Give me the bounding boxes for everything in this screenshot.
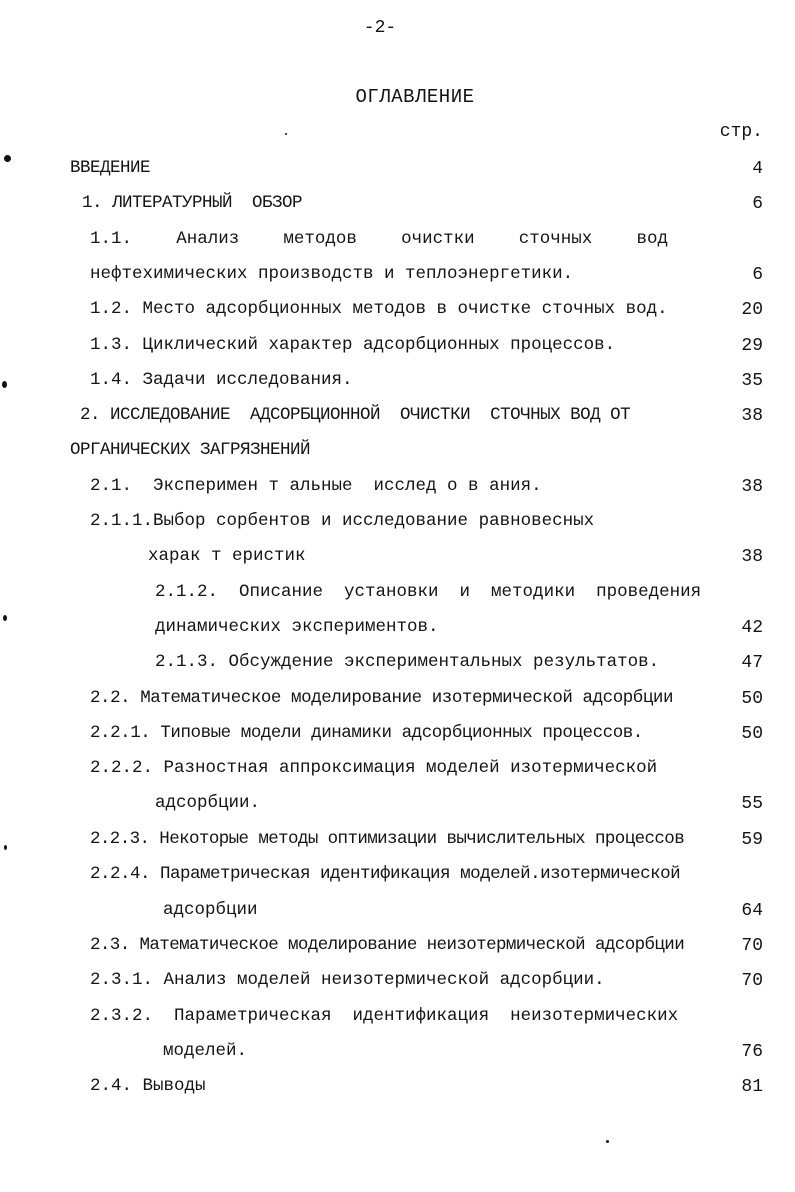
toc-entry-2-3-2 <box>90 1005 678 1027</box>
toc-entry-text: 1. ЛИТЕРАТУРНЫЙ ОБЗОР <box>82 193 303 213</box>
toc-entry-introduction <box>70 157 150 179</box>
toc-entry-text: 2.1.1.Выбор сорбентов и исследование равновесных <box>90 511 595 531</box>
scan-speck <box>3 615 7 621</box>
toc-entry-text: 2. ИССЛЕДОВАНИЕ АДСОРБЦИОННОЙ ОЧИСТКИ СТОЧНЫХ ВОД ОТ <box>80 405 631 425</box>
toc-entry-text: харак т еристик <box>148 546 306 566</box>
toc-entry-text: 2.2. Математическое моделирование изотермической адсорбции <box>90 688 673 708</box>
toc-page-number: 38 <box>741 547 763 567</box>
scan-speck <box>285 133 287 135</box>
toc-entry-text: 1.3. Циклический характер адсорбционных процессов. <box>90 335 616 355</box>
toc-page-number: 20 <box>741 300 763 320</box>
toc-entry-2-1-3 <box>155 651 659 673</box>
toc-entry-text: 2.2.1. Типовые модели динамики адсорбционных процессов. <box>90 723 643 743</box>
scan-speck <box>4 155 11 162</box>
toc-entry-2-1-2 <box>155 581 701 603</box>
toc-page-number: 64 <box>741 901 763 921</box>
toc-page-number: 47 <box>741 653 763 673</box>
toc-entry-chapter-2 <box>80 404 630 426</box>
toc-entry-text: 2.2.2. Разностная аппроксимация моделей изотермической <box>90 758 658 778</box>
toc-entry-chapter-1 <box>82 192 302 214</box>
toc-entry-text: адсорбции <box>163 900 258 920</box>
toc-entry-2-1-1-continued <box>148 545 306 567</box>
scan-speck <box>4 845 7 850</box>
page-number: -2- <box>363 18 397 38</box>
toc-entry-1-3 <box>90 334 615 356</box>
toc-entry-text: ВВЕДЕНИЕ <box>70 158 151 178</box>
toc-page-number: 4 <box>752 159 763 179</box>
toc-page-number: 50 <box>741 689 763 709</box>
toc-entry-text: 2.3.1. Анализ моделей неизотермической адсорбции. <box>90 970 605 990</box>
toc-page-number: 6 <box>752 194 763 214</box>
toc-entry-2-1 <box>90 475 542 497</box>
toc-page-number: 76 <box>741 1042 763 1062</box>
toc-word: методов <box>283 229 357 249</box>
toc-entry-2-1-1 <box>90 510 594 532</box>
toc-page-number: 6 <box>752 265 763 285</box>
toc-word: Анализ <box>176 229 240 249</box>
toc-page-number: 70 <box>741 936 763 956</box>
toc-entry-text: нефтехимических производств и теплоэнергетики. <box>90 264 574 284</box>
toc-entry-2-2-2-continued <box>155 792 260 814</box>
toc-entry-text: 2.3.2. Параметрическая идентификация неизотермических <box>90 1006 679 1026</box>
toc-entry-text: 2.1.3. Обсуждение экспериментальных результатов. <box>155 652 660 672</box>
toc-entry-text: ОРГАНИЧЕСКИХ ЗАГРЯЗНЕНИЙ <box>70 440 311 460</box>
page-title: ОГЛАВЛЕНИЕ <box>355 86 475 108</box>
toc-page-number: 70 <box>741 971 763 991</box>
toc-entry-1-2 <box>90 298 668 320</box>
toc-entry-2-2 <box>90 687 673 709</box>
toc-entry-2-2-4 <box>90 863 680 885</box>
toc-entry-2-3-2-continued <box>163 1040 247 1062</box>
toc-entry-2-4 <box>90 1075 206 1097</box>
toc-entry-text: адсорбции. <box>155 793 261 813</box>
pages-column-label: стр. <box>719 122 763 142</box>
toc-page-number: 38 <box>741 477 763 497</box>
toc-entry-text: динамических экспериментов. <box>155 617 439 637</box>
toc-page-number: 55 <box>741 794 763 814</box>
scan-speck <box>606 1140 609 1143</box>
toc-entry-text: 2.3. Математическое моделирование неизотермической адсорбции <box>90 935 685 955</box>
toc-word: очистки <box>401 229 475 249</box>
toc-entry-1-1-continued <box>90 263 573 285</box>
toc-word: вод <box>636 229 668 249</box>
toc-page-number: 50 <box>741 724 763 744</box>
toc-word: сточных <box>518 229 593 249</box>
toc-entry-2-2-4-continued <box>163 899 258 921</box>
toc-entry-text: 1.2. Место адсорбционных методов в очистке сточных вод. <box>90 299 668 319</box>
toc-entry-2-3-1 <box>90 969 605 991</box>
toc-entry-2-2-2 <box>90 757 657 779</box>
toc-entry-2-1-2-continued <box>155 616 439 638</box>
toc-entry-2-3 <box>90 934 684 956</box>
toc-page-number: 38 <box>741 406 763 426</box>
toc-entry-text: 2.2.3. Некоторые методы оптимизации вычислительных процессов <box>90 829 685 849</box>
scan-speck <box>2 381 7 388</box>
toc-word: 1.1. <box>90 229 133 249</box>
toc-entry-2-2-1 <box>90 722 643 744</box>
toc-page-number: 59 <box>741 830 763 850</box>
toc-entry-chapter-2-continued <box>70 439 310 461</box>
toc-page-number: 29 <box>741 336 763 356</box>
toc-entry-text: 2.1. Эксперимен т альные исслед о в ания. <box>90 476 542 496</box>
toc-entry-text: моделей. <box>163 1041 248 1061</box>
toc-page-number: 81 <box>741 1077 763 1097</box>
toc-page-number: 42 <box>741 618 763 638</box>
toc-entry-text: 1.4. Задачи исследования. <box>90 370 353 390</box>
toc-entry-1-1 <box>90 228 668 250</box>
toc-entry-text: 2.4. Выводы <box>90 1076 206 1096</box>
toc-page-number: 35 <box>741 371 763 391</box>
toc-entry-text: 2.2.4. Параметрическая идентификация моделей.изотермической <box>90 864 681 884</box>
toc-entry-2-2-3 <box>90 828 684 850</box>
toc-entry-1-4 <box>90 369 353 391</box>
toc-entry-text: 2.1.2. Описание установки и методики проведения <box>155 582 702 602</box>
